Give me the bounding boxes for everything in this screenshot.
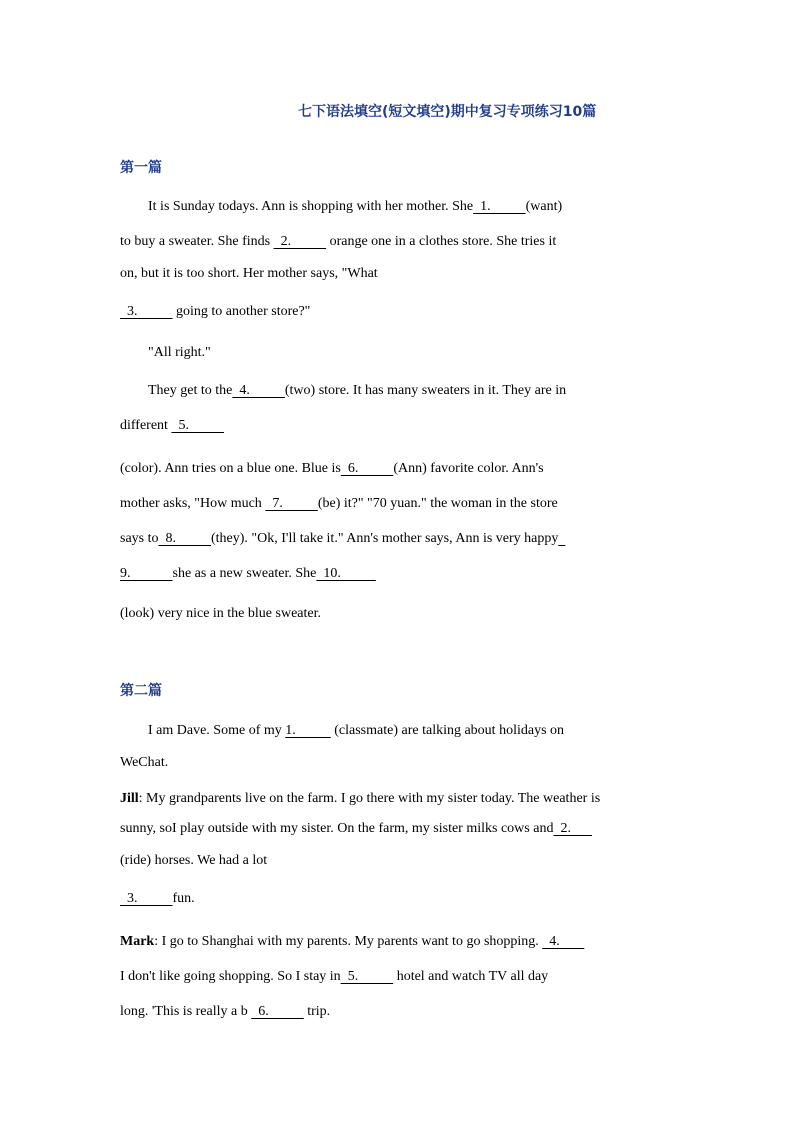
- section-heading-2: 第二篇: [120, 683, 162, 699]
- passage-text: (color). Ann tries on a blue one. Blue is: [120, 461, 341, 476]
- blank-3: 3.: [120, 891, 173, 906]
- blank-9-start: [558, 531, 565, 546]
- passage-text: (two) store. It has many sweaters in it. They are in: [284, 383, 567, 398]
- blank-1: 1.: [285, 723, 331, 738]
- passage-line: [120, 605, 321, 623]
- passage-line: [120, 890, 195, 908]
- passage-line: [120, 968, 548, 986]
- passage-text: "All right.": [148, 345, 211, 360]
- passage-text: on, but it is too short. Her mother says, "What: [120, 266, 378, 281]
- passage-line: [120, 233, 556, 251]
- passage-text: hotel and watch TV all day: [393, 969, 549, 984]
- passage-line: [148, 344, 211, 362]
- blank-4: 4.: [232, 383, 285, 398]
- passage-text: It is Sunday todays. Ann is shopping with her mother. She: [148, 199, 474, 214]
- passage-text: she as a new sweater. She: [172, 566, 317, 581]
- passage-line: [120, 820, 592, 838]
- passage-text: (want): [525, 199, 563, 214]
- passage-text: trip.: [303, 1004, 331, 1019]
- passage-line: [120, 565, 376, 583]
- passage-text: orange one in a clothes store. She tries it: [326, 234, 557, 249]
- passage-text: I don't like going shopping. So I stay in: [120, 969, 341, 984]
- passage-text: (look) very nice in the blue sweater.: [120, 606, 321, 621]
- blank-2: 2.: [553, 821, 592, 836]
- blank-7: 7.: [265, 496, 318, 511]
- passage-line: [120, 460, 544, 478]
- speaker-name: Jill: [120, 791, 139, 806]
- passage-line: [120, 933, 584, 951]
- passage-text: mother asks, "How much: [120, 496, 266, 511]
- blank-10: 10.: [316, 566, 376, 581]
- passage-text: (Ann) favorite color. Ann's: [393, 461, 544, 476]
- passage-text: (be) it?" "70 yuan." the woman in the store: [317, 496, 558, 511]
- passage-text: different: [120, 418, 172, 433]
- passage-text: They get to the: [148, 383, 233, 398]
- passage-text: (ride) horses. We had a lot: [120, 853, 268, 868]
- passage-text: : My grandparents live on the farm. I go there with my sister today. The weather is: [138, 791, 601, 806]
- blank-8: 8.: [158, 531, 211, 546]
- passage-text: sunny, soI play outside with my sister. On the farm, my sister milks cows and: [120, 821, 554, 836]
- passage-text: : I go to Shanghai with my parents. My parents want to go shopping.: [154, 934, 543, 949]
- passage-line: [120, 303, 310, 321]
- passage-text: (they). "Ok, I'll take it." Ann's mother says, Ann is very happy: [211, 531, 559, 546]
- blank-6: 6.: [340, 461, 394, 476]
- blank-3: 3.: [120, 304, 173, 319]
- passage-text: long. 'This is really a b: [120, 1004, 252, 1019]
- passage-line: [148, 722, 564, 740]
- blank-1: 1.: [473, 199, 526, 214]
- passage-line: [148, 382, 566, 400]
- blank-5: 5.: [340, 969, 394, 984]
- passage-line: [120, 265, 378, 283]
- speaker-name: Mark: [120, 934, 155, 949]
- blank-6: 6.: [251, 1004, 304, 1019]
- document-title: 七下语法填空(短文填空)期中复习专项练习10篇: [298, 104, 597, 120]
- blank-9: 9.: [120, 566, 173, 581]
- blank-5: 5.: [171, 418, 224, 433]
- passage-line: [120, 754, 168, 772]
- passage-text: to buy a sweater. She finds: [120, 234, 274, 249]
- passage-text: fun.: [172, 891, 195, 906]
- passage-text: WeChat.: [120, 755, 169, 770]
- passage-line: [120, 1003, 330, 1021]
- blank-4: 4.: [542, 934, 585, 949]
- passage-line: [120, 495, 558, 513]
- passage-text: says to: [120, 531, 159, 546]
- blank-2: 2.: [273, 234, 327, 249]
- passage-text: I am Dave. Some of my: [148, 723, 286, 738]
- passage-line: [120, 852, 267, 870]
- passage-line: [120, 790, 600, 808]
- passage-line: [120, 417, 224, 435]
- passage-line: [148, 198, 562, 216]
- passage-text: going to another store?": [172, 304, 311, 319]
- passage-line: [120, 530, 565, 548]
- passage-text: (classmate) are talking about holidays on: [330, 723, 565, 738]
- section-heading-1: 第一篇: [120, 160, 162, 176]
